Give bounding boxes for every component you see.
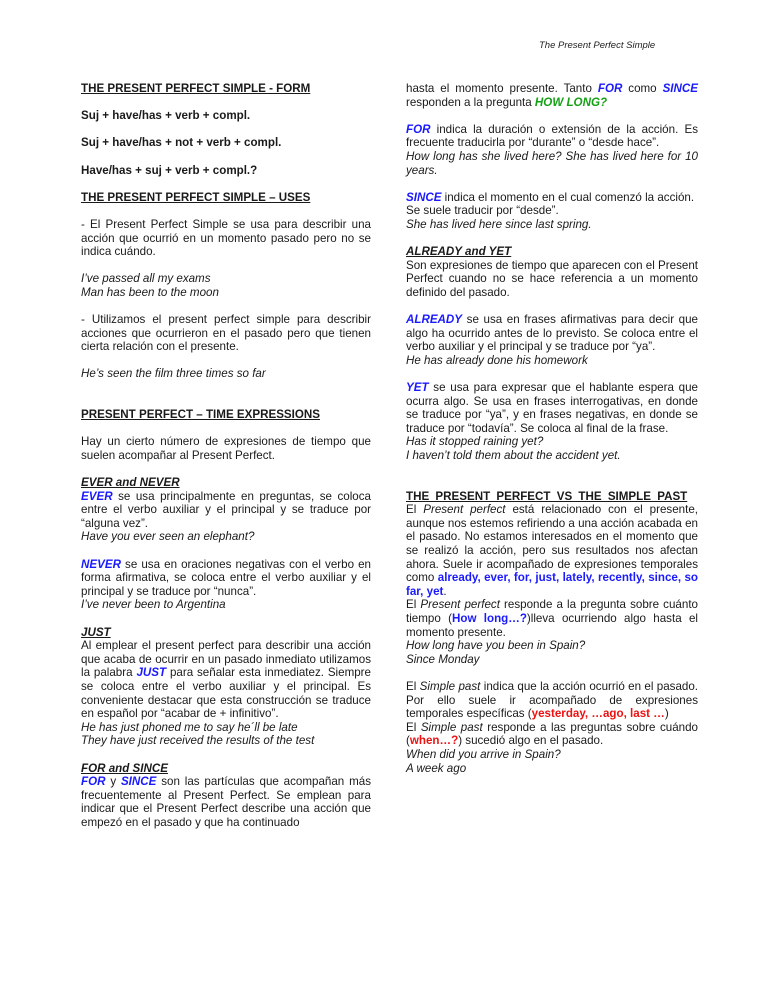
- vs-p1-keywords: already, ever, for, just, lately, recently, since, so far, yet: [406, 571, 698, 598]
- cont-text-b: como: [622, 82, 663, 95]
- vs-p4-example: When did you arrive in Spain?: [406, 747, 561, 761]
- cont-text-a: hasta el momento presente. Tanto: [406, 82, 598, 95]
- vs-p1-text: está relacionado con el presente, aunque nos estemos refiriendo a una acción acabada en el pasado. No estamos interesados en el momento que se realizó la acción, pero sus resultados nos afectan ahora. Suele ir acompañado de expresiones temporales como: [406, 503, 698, 585]
- uses-heading: THE PRESENT PERFECT SIMPLE – USES: [81, 190, 311, 204]
- vs-p2-text: responde a la pregunta sobre cuánto tiempo (: [406, 598, 698, 625]
- for-keyword: FOR: [406, 122, 431, 136]
- use-2-text: - Utilizamos el present perfect simple para describir acciones que ocurrieron en el pasado pero que tienen cierta relación con el presente.: [81, 313, 371, 354]
- since-keyword: SINCE: [120, 775, 157, 789]
- just-text-b: para señalar esta inmediatez. Siempre se coloca entre el verbo auxiliar y el principal. Es conveniente destacar que esta construcción se traduce en español por “acabar de + infinitivo”.: [81, 666, 371, 721]
- use-2-example: He’s seen the film three times so far: [81, 367, 266, 381]
- formula-affirmative: Suj + have/has + verb + compl.: [81, 109, 251, 123]
- vs-p2-example: How long have you been in Spain?: [406, 639, 586, 653]
- ever-never-heading: EVER and NEVER: [81, 476, 180, 490]
- yet-text: se usa para expresar que el hablante espera que ocurra algo. Se usa en frases interrogativas, en donde se traduce por “ya”, y en frases negativas, en donde se traduce por “todavía”. Se coloca al final de la frase.: [406, 381, 698, 435]
- vs-heading: THE PRESENT PERFECT VS THE SIMPLE PAST: [406, 489, 688, 503]
- vs-p4-text: ) sucedió algo en el pasado.: [458, 734, 604, 748]
- already-text: se usa en frases afirmativas para decir que algo ha ocurrido antes de lo previsto. Se coloca entre el verbo auxiliar y el principal y se traduce por “ya”.: [406, 313, 698, 354]
- already-example: He has already done his homework: [406, 353, 588, 367]
- just-heading: JUST: [81, 625, 111, 639]
- vs-p4-text: responde a las preguntas sobre cuándo (: [406, 720, 699, 748]
- just-keyword: JUST: [136, 666, 167, 680]
- page-header-title: The Present Perfect Simple: [539, 40, 656, 51]
- already-keyword: ALREADY: [406, 313, 463, 327]
- for-since-y: y: [105, 775, 121, 789]
- how-long-keyword: HOW LONG?: [534, 95, 608, 109]
- time-expressions-intro: Hay un cierto número de expresiones de tiempo que suelen acompañar al Present Perfect.: [81, 435, 371, 462]
- left-column: [81, 82, 371, 843]
- ever-example: Have you ever seen an elephant?: [81, 530, 255, 544]
- just-example: They have just received the results of the test: [81, 734, 315, 748]
- vs-p3-text: ): [664, 707, 669, 721]
- for-definition: indica la duración o extensión de la acción. Es frecuente traducirla por “durante” o “desde hace”.: [406, 122, 698, 150]
- vs-p3-text: indica que la acción ocurrió en el pasado. Por ello suele ir acompañado de expresiones temporales específicas (: [406, 679, 699, 721]
- vs-p2-text: )lleva ocurriendo algo hasta el momento presente.: [406, 611, 698, 639]
- never-text: se usa en oraciones negativas con el verbo en forma afirmativa, se coloca entre el verbo auxiliar y el principal y se traduce por “nunca”.: [81, 557, 371, 598]
- when-keyword: when…?: [409, 734, 459, 748]
- vs-p2-example: Since Monday: [406, 652, 480, 666]
- form-heading: THE PRESENT PERFECT SIMPLE - FORM: [81, 82, 311, 95]
- vs-p4-text: El: [406, 720, 421, 734]
- already-yet-intro: Son expresiones de tiempo que aparecen con el Present Perfect cuando no se hace referencia a un momento definido del pasado.: [406, 258, 698, 299]
- vs-p1-italic: Present perfect: [423, 503, 506, 517]
- ever-text: se usa principalmente en preguntas, se coloca entre el verbo auxiliar y el principal y se traduce por “alguna vez”.: [81, 489, 371, 530]
- since-keyword: SINCE: [406, 190, 442, 204]
- ever-keyword: EVER: [81, 489, 113, 503]
- vs-p2-text: El: [406, 598, 421, 612]
- time-expressions-heading: PRESENT PERFECT – TIME EXPRESSIONS: [81, 408, 321, 422]
- cont-text-c: responden a la pregunta: [406, 95, 535, 109]
- vs-p4-italic: Simple past: [420, 720, 483, 734]
- already-yet-heading: ALREADY and YET: [406, 245, 512, 259]
- for-since-text: son las partículas que acompañan más frecuentemente al Present Perfect. Se emplean para indicar que el Present Perfect describe una acción que empezó en el pasado y que ha continuado: [81, 775, 371, 829]
- since-keyword: SINCE: [662, 82, 698, 95]
- use-1-example: I’ve passed all my exams: [81, 272, 211, 286]
- use-1-text: - El Present Perfect Simple se usa para describir una acción que ocurrió en un momento pasado pero no se indica cuándo.: [81, 217, 371, 259]
- yet-example: Has it stopped raining yet?: [406, 435, 544, 449]
- vs-p3-text: El: [406, 679, 420, 693]
- for-keyword: FOR: [81, 775, 106, 789]
- how-long-keyword: How long…?: [451, 611, 527, 625]
- just-text-a: Al emplear el present perfect para describir una acción que acaba de ocurrir en un pasado inmediato utilizamos la palabra: [81, 639, 371, 680]
- yet-example: I haven’t told them about the accident yet.: [406, 449, 621, 463]
- for-keyword: FOR: [597, 82, 623, 95]
- vs-p3-keywords: yesterday, …ago, last …: [531, 707, 665, 721]
- vs-p1-text: .: [443, 584, 447, 598]
- never-keyword: NEVER: [81, 557, 121, 571]
- for-example: How long has she lived here? She has lived here for 10 years.: [406, 149, 698, 177]
- use-1-example: Man has been to the moon: [81, 285, 219, 299]
- formula-interrogative: Have/has + suj + verb + compl.?: [81, 163, 258, 177]
- vs-p3-italic: Simple past: [419, 679, 481, 693]
- vs-p1-text: El: [406, 503, 424, 517]
- vs-p4-example: A week ago: [406, 761, 467, 775]
- formula-negative: Suj + have/has + not + verb + compl.: [81, 136, 282, 150]
- right-column: [406, 82, 698, 789]
- for-since-heading: FOR and SINCE: [81, 761, 168, 775]
- just-example: He has just phoned me to say he´ll be late: [81, 720, 298, 734]
- since-example: She has lived here since last spring.: [406, 217, 592, 231]
- since-definition: indica el momento en el cual comenzó la acción. Se suele traducir por “desde”.: [406, 190, 695, 218]
- yet-keyword: YET: [406, 381, 429, 395]
- vs-p2-italic: Present perfect: [420, 598, 500, 612]
- never-example: I’ve never been to Argentina: [81, 598, 226, 612]
